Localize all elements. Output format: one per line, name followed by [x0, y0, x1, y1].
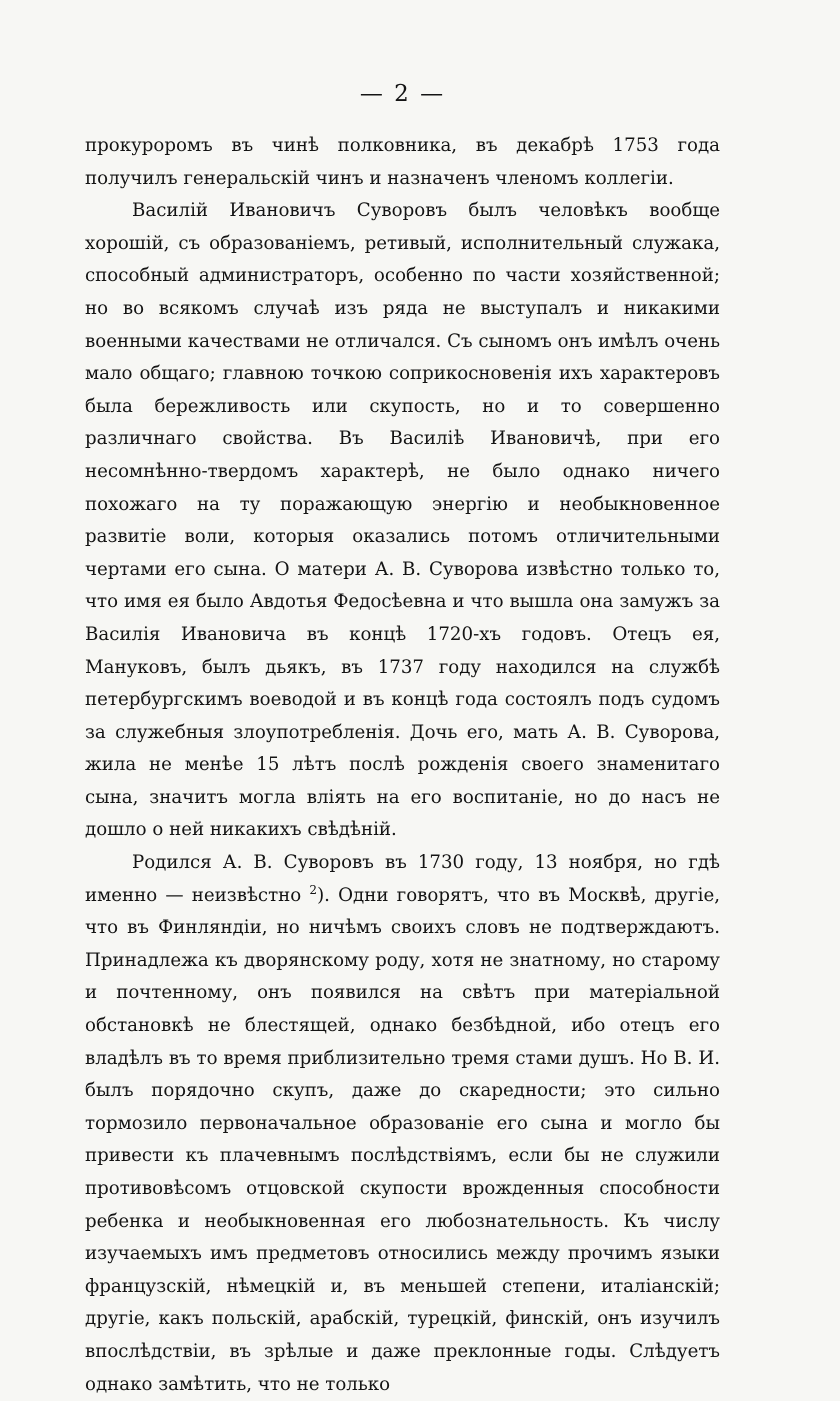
paragraph-text: прокуроромъ въ чинѣ полковника, въ декабрѣ 1753 года получилъ генеральскій чинъ и назначенъ членомъ коллегіи.: [85, 135, 720, 189]
body-text: [85, 130, 720, 1401]
paragraph-text: Родился А. В. Суворовъ въ 1730 году, 13 ноября, но гдѣ именно — неизвѣстно: [85, 852, 720, 906]
footnote-marker[interactable]: 2: [309, 882, 318, 897]
page-number: — 2 —: [359, 81, 446, 107]
paragraph-birth: [85, 847, 720, 1401]
paragraph-continuation: [85, 130, 720, 195]
paragraph-text: Василій Ивановичъ Суворовъ былъ человѣкъ вообще хорошій, съ образованіемъ, ретивый, исполнительный служака, способный администраторъ, особенно по части хозяйственной; но во всякомъ случаѣ изъ ряда не выступалъ и никакими военными качествами не отличался. Съ сыномъ онъ имѣлъ очень мало общаго; главною точкою соприкосновенія ихъ характеровъ была бережливость или скупость, но и то совершенно различнаго свойства. Въ Василіѣ Ивановичѣ, при его несомнѣнно-твердомъ характерѣ, не было однако ничего похожаго на ту поражающую энергію и необыкновенное развитіе воли, которыя оказались потомъ отличительными чертами его сына. О матери А. В. Суворова извѣстно только то, что имя ея было Авдотья Федосѣевна и что вышла она замужъ за Василія Ивановича въ концѣ 1720-хъ годовъ. Отецъ ея, Мануковъ, былъ дьякъ, въ 1737 году находился на службѣ петербургскимъ воеводой и въ концѣ года состоялъ подъ судомъ за служебныя злоупотребленія. Дочь его, мать А. В. Суворова, жила не менѣе 15 лѣтъ послѣ рожденія своего знаменитаго сына, значитъ могла вліять на его воспитаніе, но до насъ не дошло о ней никакихъ свѣдѣній.: [85, 200, 720, 841]
paragraph-text: ). Одни говорятъ, что въ Москвѣ, другіе, что въ Финляндіи, но ничѣмъ своихъ словъ не подтверждаютъ. Принадлежа къ дворянскому роду, хотя не знатному, но старому и почтенному, онъ появился на свѣтъ при матеріальной обстановкѣ не блестящей, однако безбѣдной, ибо отецъ его владѣлъ въ то время приблизительно тремя стами душъ. Но В. И. былъ порядочно скупъ, даже до скаредности; это сильно тормозило первоначальное образованіе его сына и могло бы привести къ плачевнымъ послѣдствіямъ, если бы не служили противовѣсомъ отцовской скупости врожденныя способности ребенка и необыкновенная его любознательность. Къ числу изучаемыхъ имъ предметовъ относились между прочимъ языки французскій, нѣмецкій и, въ меньшей степени, италіанскій; другіе, какъ польскій, арабскій, турецкій, финскій, онъ изучилъ впослѣдствіи, въ зрѣлые и даже преклонные годы. Слѣдуетъ однако замѣтить, что не только: [85, 884, 720, 1395]
paragraph-vasily: [85, 195, 720, 847]
